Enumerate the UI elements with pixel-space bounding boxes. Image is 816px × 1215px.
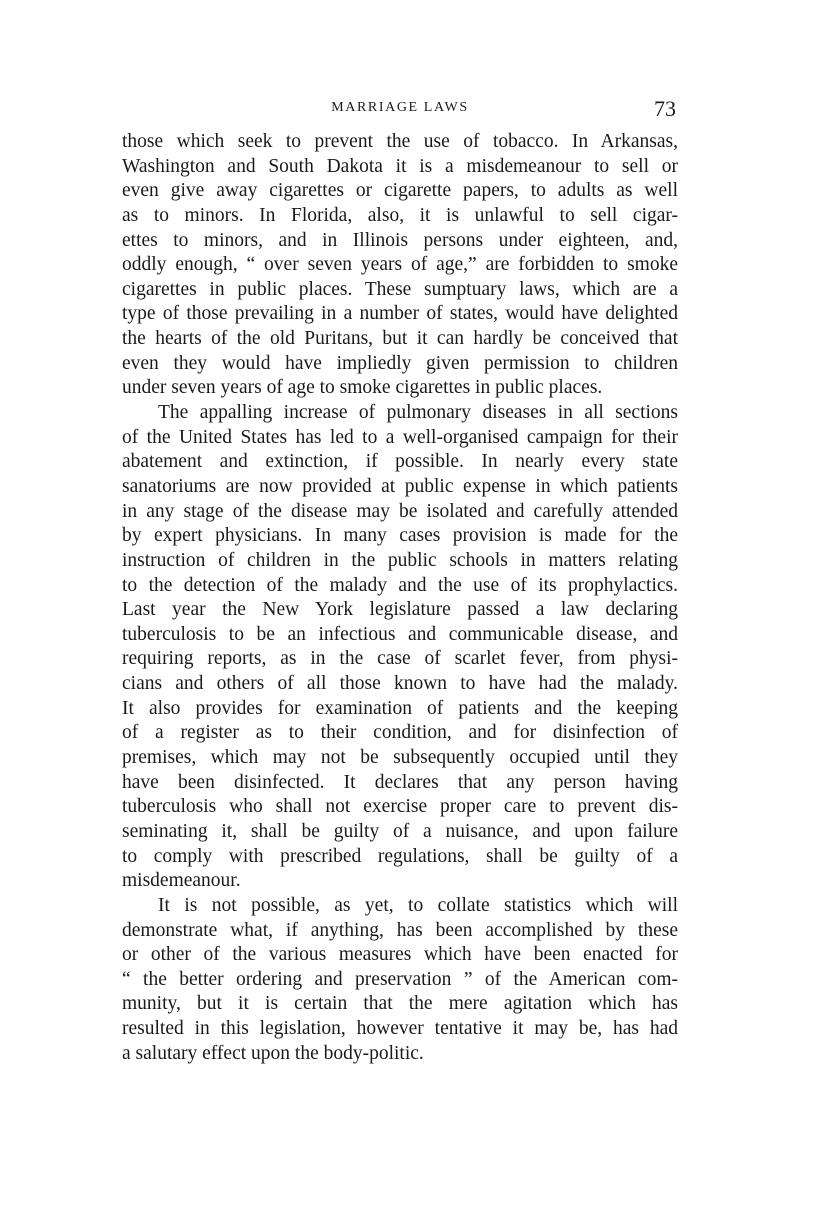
paragraph	[122, 401, 678, 894]
text-line: tuberculosis who shall not exercise proper care to prevent dis-	[122, 796, 678, 818]
text-line: “ the better ordering and preservation ” of the American com-	[122, 968, 678, 990]
paragraph	[122, 130, 678, 401]
text-line: even give away cigarettes or cigarette papers, to adults as well	[122, 180, 678, 202]
text-line: The appalling increase of pulmonary diseases in all sections	[158, 402, 678, 424]
text-line: requiring reports, as in the case of scarlet fever, from physi-	[122, 648, 678, 670]
text-line: sanatoriums are now provided at public expense in which patients	[122, 475, 678, 497]
text-line: demonstrate what, if anything, has been accomplished by these	[122, 919, 678, 941]
text-line: It is not possible, as yet, to collate statistics which will	[158, 894, 678, 916]
text-line: a salutary effect upon the body-politic.	[122, 1042, 424, 1064]
page-number: 73	[654, 96, 676, 121]
text-line: cians and others of all those known to have had the malady.	[122, 673, 678, 695]
text-line: cigarettes in public places. These sumptuary laws, which are a	[122, 278, 678, 300]
text-line: type of those prevailing in a number of states, would have delighted	[122, 303, 678, 325]
text-line: seminating it, shall be guilty of a nuisance, and upon failure	[122, 820, 678, 842]
text-line: instruction of children in the public schools in matters relating	[122, 549, 678, 571]
text-line: in any stage of the disease may be isolated and carefully attended	[122, 500, 678, 522]
text-line: Last year the New York legislature passed a law declaring	[122, 599, 678, 621]
text-line: of a register as to their condition, and for disinfection of	[122, 722, 678, 744]
text-line: abatement and extinction, if possible. In nearly every state	[122, 451, 678, 473]
text-line: to comply with prescribed regulations, shall be guilty of a	[122, 845, 678, 867]
text-line: misdemeanour.	[122, 870, 241, 892]
paragraph	[122, 894, 678, 1066]
text-line: tuberculosis to be an infectious and communicable disease, and	[122, 623, 678, 645]
text-line: have been disinfected. It declares that any person having	[122, 771, 678, 793]
text-line: to the detection of the malady and the use of its prophylactics.	[122, 574, 678, 596]
text-line: under seven years of age to smoke cigarettes in public places.	[122, 377, 603, 399]
text-line: It also provides for examination of patients and the keeping	[122, 697, 678, 719]
running-head	[122, 96, 678, 126]
text-line: resulted in this legislation, however tentative it may be, has had	[122, 1018, 678, 1040]
text-line: ettes to minors, and in Illinois persons under eighteen, and,	[122, 229, 678, 251]
text-line: Washington and South Dakota it is a misdemeanour to sell or	[122, 155, 678, 177]
text-line: even they would have impliedly given permission to children	[122, 352, 678, 374]
text-line: munity, but it is certain that the mere agitation which has	[122, 993, 678, 1015]
body-text	[122, 130, 678, 1066]
text-line: premises, which may not be subsequently occupied until they	[122, 747, 678, 769]
text-line: the hearts of the old Puritans, but it can hardly be conceived that	[122, 328, 678, 350]
text-line: those which seek to prevent the use of tobacco. In Arkansas,	[122, 131, 678, 152]
text-line: oddly enough, “ over seven years of age,” are forbidden to smoke	[122, 254, 678, 276]
text-line: as to minors. In Florida, also, it is unlawful to sell cigar-	[122, 204, 678, 226]
running-title: MARRIAGE LAWS	[331, 100, 469, 115]
text-line: by expert physicians. In many cases provision is made for the	[122, 525, 678, 547]
text-line: or other of the various measures which have been enacted for	[122, 944, 678, 966]
text-line: of the United States has led to a well-organised campaign for their	[122, 426, 678, 448]
